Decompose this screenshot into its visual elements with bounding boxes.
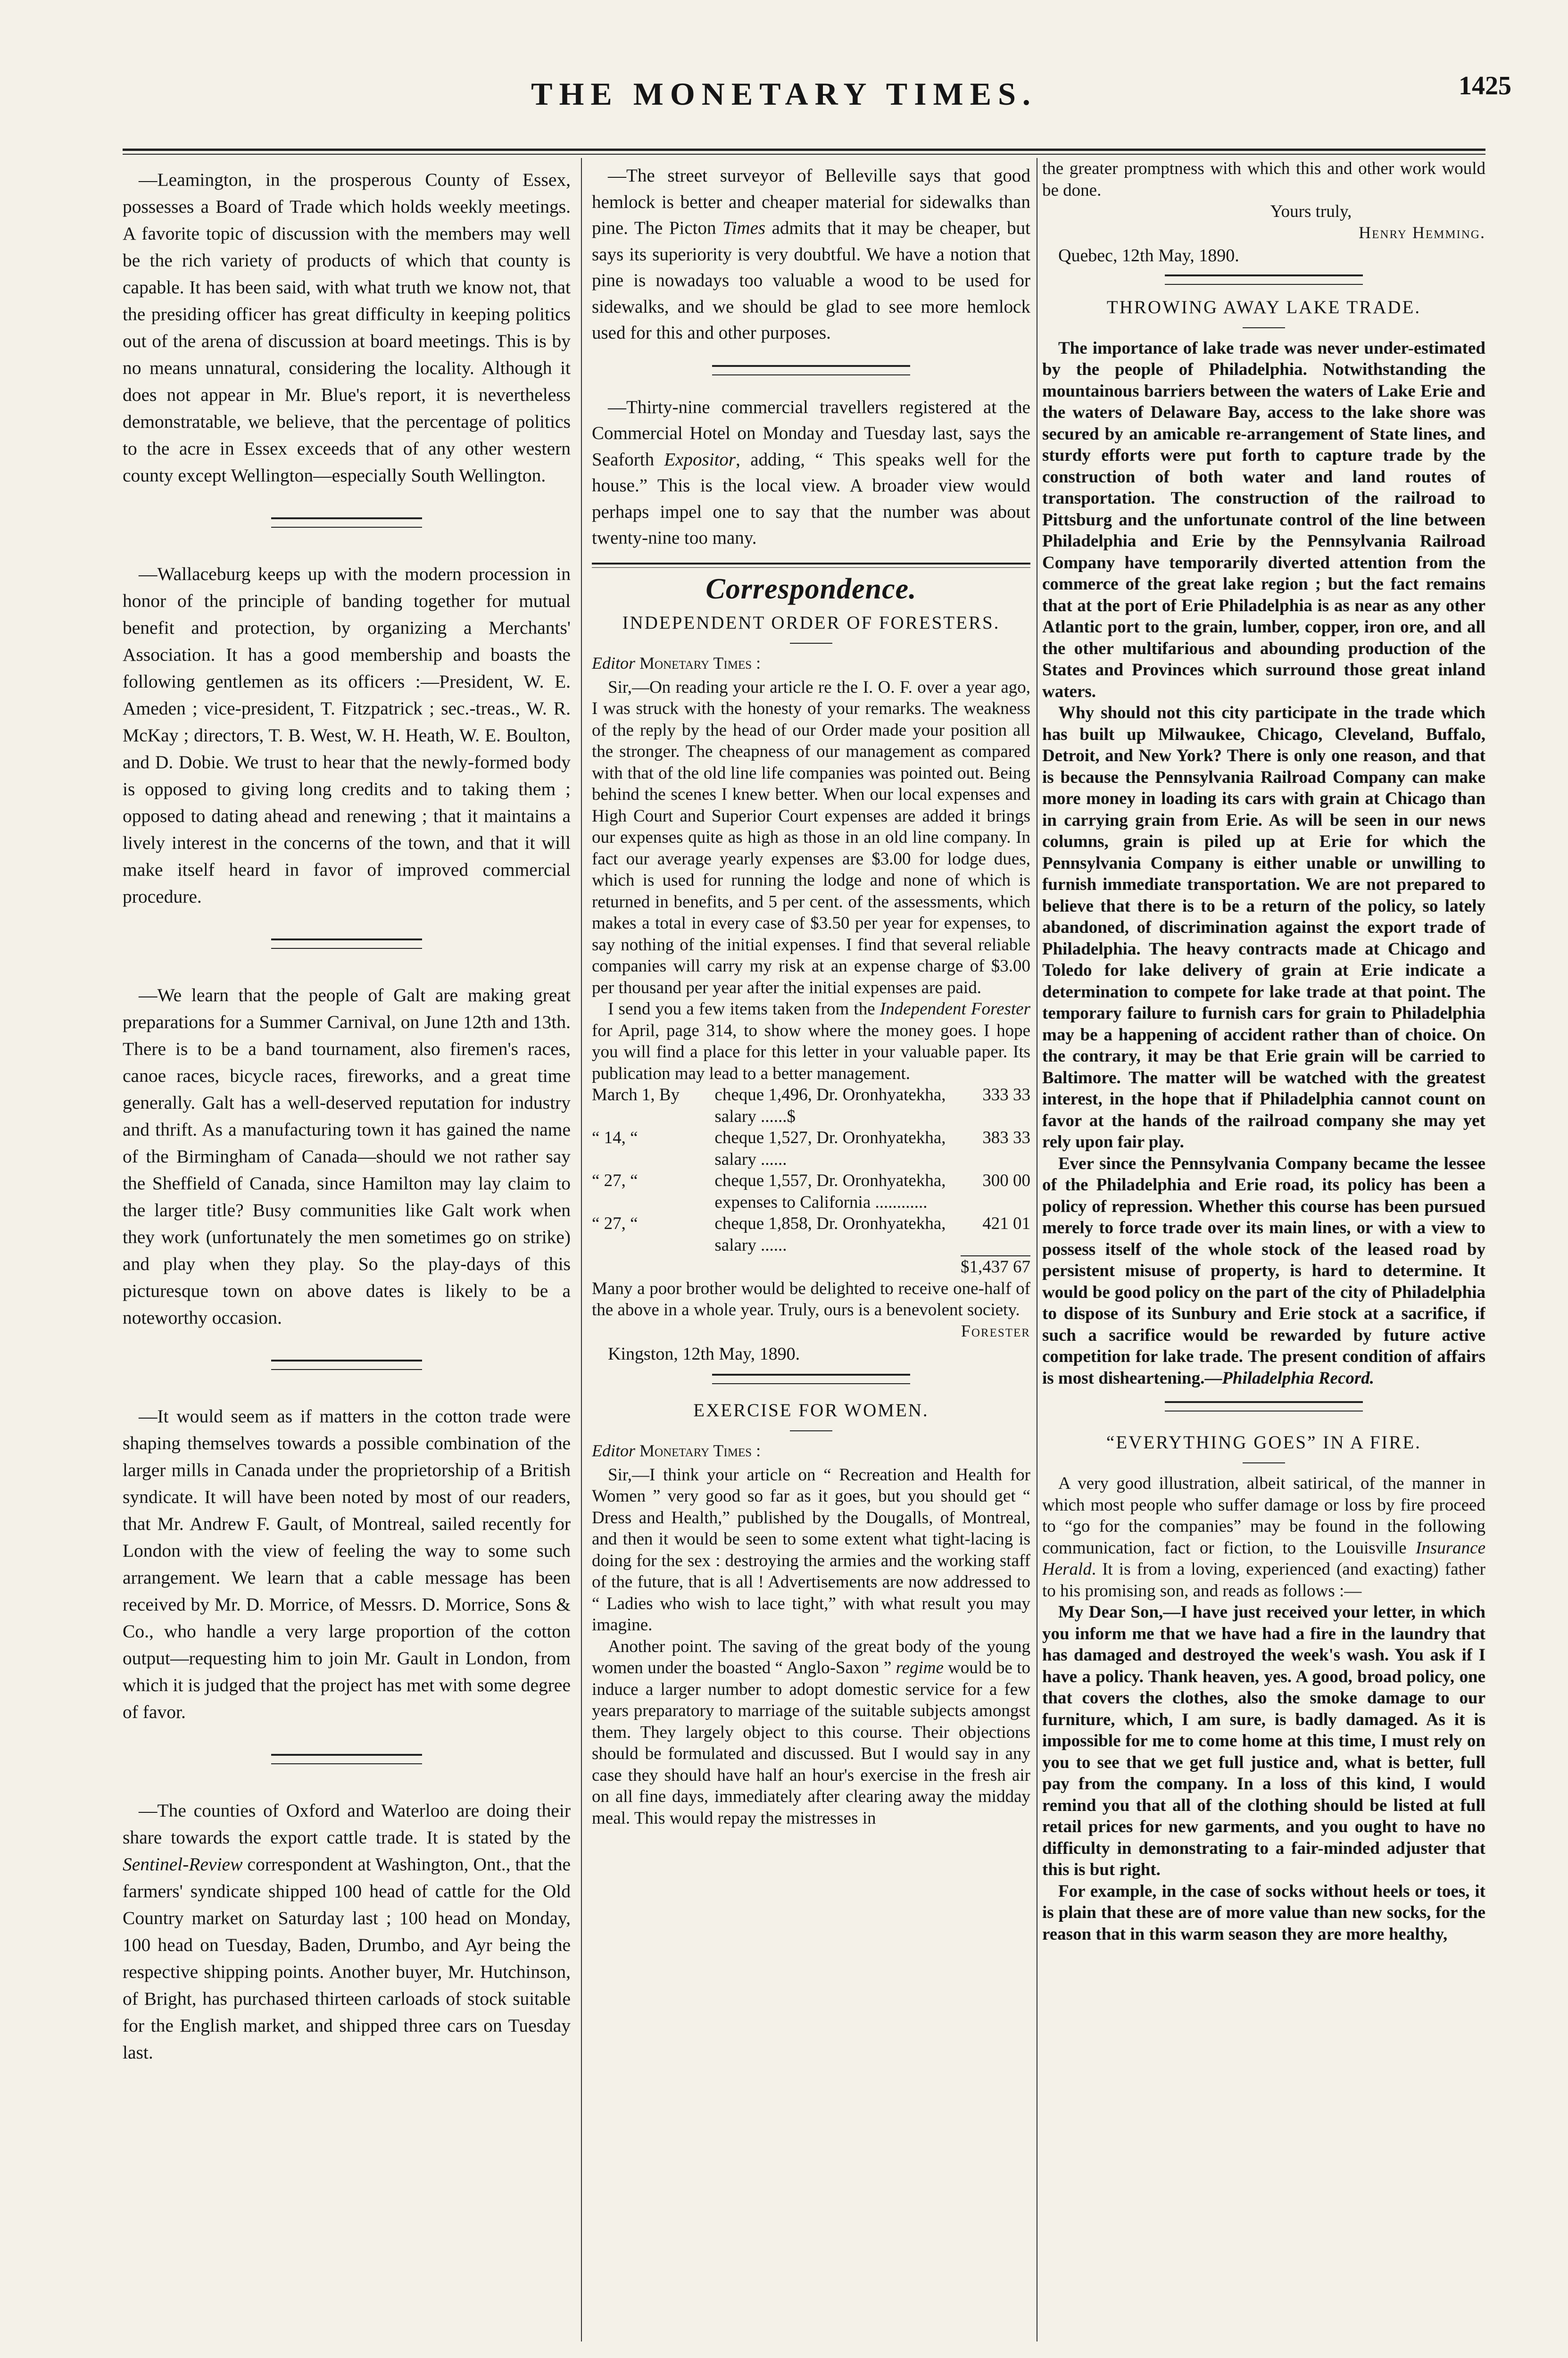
separator — [1165, 274, 1363, 285]
lake-paragraph-3: Ever since the Pennsylvania Company became the lessee of the Philadelphia and Erie road, its policy has been a policy of repression. Whether this course has been pursued merely to force trade over its main lines, or with a view to possess itself of the whole stock of the leased road by persistent misuse of property, is hard to determine. It would be good policy on the part of the city of Philadelphia to dispose of its Sunbury and Erie stock at a sacrifice, if such a sacrifice would be rewarded by future active competition for lake trade. The present condition of affairs is most disheartening.—Philadelphia Record. — [1042, 1154, 1485, 1388]
item-cotton: —It would seem as if matters in the cotton trade were shaping themselves towards a possible combination of the larger mills in Canada under the proprietorship of a British syndicate. It will have been noted by most of our readers, that Mr. Andrew F. Gault, of Montreal, sailed recently for London with the view of feeling the way to some such arrangement. We learn that a cable message has been received by Mr. D. Morrice, of Messrs. D. Morrice, Sons & Co., who handle a very large proportion of the cotton output—requesting him to join Mr. Gault in London, from which it is judged that the project has met with some degree of favor. — [123, 1406, 571, 1722]
editor-salutation: Editor Monetary Times : — [592, 1441, 761, 1460]
heading-foresters: INDEPENDENT ORDER OF FORESTERS. — [622, 612, 1000, 633]
item-travellers-text-a: —Thirty-nine commercial travellers registered at the Commercial Hotel on Monday and Tuesday last, says the Seaforth — [592, 397, 1030, 470]
item-belleville — [592, 163, 1030, 346]
lake-paragraph-1: The importance of lake trade was never under-estimated by the people of Philadelphia. Notwithstanding the mountainous barriers between the waters of Lake Erie and the waters of Delaware Bay, access to the lake shore was secured by an amicable re-arrangement of State lines, and sturdy efforts were put forth to capture trade by the construction of both water and land routes of transportation. The construction of the railroad to Pittsburg and the unfortunate control of the line between Philadelphia and Erie by the Pennsylvania Railroad Company have temporarily diverted attention from the commerce of the great lake region ; but the fact remains that at the port of Erie Philadelphia is as near as any other Atlantic port to the grain, lumber, copper, iron ore, and all the other multifarious and abounding production of the States and Provinces which surround those great inland waters. — [1042, 338, 1485, 701]
separator — [271, 1754, 422, 1764]
editor-salutation: Editor Monetary Times : — [592, 653, 761, 673]
heading-lake-trade: THROWING AWAY LAKE TRADE. — [1106, 297, 1421, 317]
letter-foresters-close: Many a poor brother would be delighted to receive one-half of the above in a whole year. Truly, ours is a benevolent society. — [592, 1279, 1030, 1320]
newspaper-name: Philadelphia Record. — [1222, 1368, 1375, 1388]
newspaper-name: Independent Forester — [879, 999, 1030, 1019]
masthead-rule-thin — [123, 154, 1485, 155]
column-2 — [592, 158, 1030, 2341]
separator — [271, 1360, 422, 1370]
ledger-row: March 1, By cheque 1,496, Dr. Oronhyatekha, salary ......$ 333 33 — [592, 1085, 1030, 1126]
expense-ledger — [592, 1084, 1030, 1278]
ledger-total-row — [592, 1256, 1030, 1278]
masthead — [0, 71, 1568, 141]
section-rule — [592, 563, 1030, 568]
fire-letter: My Dear Son,—I have just received your letter, in which you inform me that we have had a fire in the laundry that has damaged and destroyed the week's wash. You ask if I have a policy. Thank heaven, yes. A good, broad policy, one that covers the clothes, also the smoke damage to our furniture, which, I am sure, is badly damaged. As it is impossible for me to come home at this time, I must rely on you to see that we get full justice and, what is better, full pay from the company. In a loss of this kind, I would remind you that all of the clothing should be listed at full retail prices for new garments, and you ought to have no difficulty in demonstrating to a fair-minded adjuster that this is but right. — [1042, 1602, 1485, 1879]
heading-rule — [790, 1430, 832, 1431]
ledger-row: “ 14, “ cheque 1,527, Dr. Oronhyatekha, salary ...... 383 33 — [592, 1128, 1030, 1169]
masthead-rule — [123, 149, 1485, 151]
ledger-row: “ 27, “ cheque 1,557, Dr. Oronhyatekha, expenses to California ............ 300 00 — [592, 1171, 1030, 1212]
newspaper-name: Times — [722, 218, 766, 238]
heading-fire: “EVERYTHING GOES” IN A FIRE. — [1106, 1432, 1421, 1453]
item-galt: —We learn that the people of Galt are making great preparations for a Summer Carnival, on June 12th and 13th. There is to be a band tournament, also firemen's races, canoe races, bicycle races, fireworks, and a great time generally. Galt has a well-deserved reputation for industry and thrift. As a manufacturing town it has gained the name of the Birmingham of Canada—should we not rather say the Sheffield of Canada, since Hamilton may lay claim to the larger title? Busy communities like Galt work when they work (unfortunately the men sometimes go on strike) and play when they play. So the play-days of this picturesque town on above dates is likely to be a noteworthy occasion. — [123, 985, 571, 1328]
item-cattle-text-b: correspondent at Washington, Ont., that the farmers' syndicate shipped 100 head of cattle for the Old Country market on Saturday last ; 100 head on Monday, 100 head on Tuesday, Baden, Drumbo, and Ayr being the respective shipping points. Another buyer, Mr. Hutchinson, of Bright, has purchased thirteen carloads of stock suitable for the English market, and shipped three cars on Tuesday last. — [123, 1854, 571, 2063]
letter-foresters-items: I send you a few items taken from the Independent Forester for April, page 314, to show where the money goes. I hope you will find a place for this letter in your valuable paper. Its publication may lead to a better management. — [592, 999, 1030, 1083]
letter-continuation: the greater promptness with which this and other work would be done. — [1042, 159, 1485, 200]
valediction: Yours truly, — [1270, 202, 1352, 221]
lake-paragraph-2: Why should not this city participate in the trade which has built up Milwaukee, Chicago, Cleveland, Buffalo, Detroit, and New York? There is only one reason, and that is because the Pennsylvania Railroad Company can make more money in loading its cars with grain at Chicago than in carrying grain from Erie. As will be seen in our news columns, grain is piled up at Erie for which the Pennsylvania Company is either unable or unwilling to furnish immediate transportation. We are not prepared to believe that there is to be a return of the policy, so lately abandoned, of discrimination against the export trade of Philadelphia. The heavy contracts made at Chicago and Toledo for lake delivery of grain at Erie indicate a determination to compete for lake trade at that point. The temporary failure to furnish cars for grain to Philadelphia may be a happening of accident rather than of choice. On the contrary, it may be that Erie grain will be carried to Baltimore. The matter will be watched with the greatest interest, in the hope that if Philadelphia cannot count on favor at the hands of the railroad company she may yet rely upon fair play. — [1042, 703, 1485, 1152]
item-belleville-text-a: —The street surveyor of Belleville says that good hemlock is better and cheaper material for sidewalks than pine. The Picton — [592, 166, 1030, 238]
heading-rule — [790, 643, 832, 644]
letter-foresters: Sir,—On reading your article re the I. O. F. over a year ago, I was struck with the honesty of your remarks. The weakness of the reply by the head of our Order made your position all the stronger. The cheapness of our management as compared with that of the old line life companies was pointed out. Being behind the scenes I knew better. When our local expenses and High Court and Superior Court expenses are added it brings our expenses quite as high as those in an old line company. In fact our average yearly expenses are $3.00 for lodge dues, which is used for running the lodge and none of which is returned in benefits, and 5 per cent. of the assessments, which makes a total in every case of $3.50 per year for expenses, to say nothing of the initial expenses. I find that several reliable companies will carry my risk at an expense charge of $3.00 per thousand per year after the initial expenses are paid. — [592, 677, 1030, 997]
heading-rule — [1243, 327, 1285, 328]
dateline-quebec: Quebec, 12th May, 1890. — [1058, 245, 1239, 266]
item-travellers — [592, 394, 1030, 551]
column-3 — [1042, 158, 1485, 2341]
column-1 — [123, 158, 571, 2341]
item-travellers-text-b: , adding, “ This speaks well for the house.” This is the local view. A broader view would perhaps impel one to say that the number was about twenty-nine too many. — [592, 449, 1030, 548]
separator — [712, 365, 910, 375]
signature-forester: Forester — [961, 1321, 1030, 1340]
separator — [1165, 1401, 1363, 1411]
dateline-kingston: Kingston, 12th May, 1890. — [608, 1344, 800, 1364]
letter-exercise-b: Another point. The saving of the great body of the young women under the boasted “ Anglo-Saxon ” regime would be to induce a larger number to adopt domestic service for a few years preparatory to marriage of the suitable subjects amongst them. They largely object to this course. Their objections should be formulated and discussed. But I would say in any case they should have half an hour's exercise in the fresh air on all fine days, immediately after clearing away the midday meal. This would repay the mistresses in — [592, 1636, 1030, 1828]
page-number: 1425 — [1459, 71, 1511, 100]
fire-example: For example, in the case of socks without heels or toes, it is plain that these are of more value than new socks, for the reason that in this warm season they are more healthy, — [1042, 1881, 1485, 1944]
separator — [271, 938, 422, 949]
separator — [712, 1374, 910, 1384]
separator — [271, 517, 422, 528]
item-cattle-text-a: —The counties of Oxford and Waterloo are doing their share towards the export cattle trade. It is stated by the — [123, 1800, 571, 1848]
item-leamington: —Leamington, in the prosperous County of Essex, possesses a Board of Trade which holds weekly meetings. A favorite topic of discussion with the members may well be the rich variety of products of which that county is capable. It has been said, with what truth we know not, that the presiding officer has great difficulty in keeping politics out of the arena of discussion at board meetings. This is by no means unnatural, considering the locality. Although it does not appear in Mr. Blue's report, it is nevertheless demonstratable, we believe, that the percentage of politics to the acre in Essex exceeds that of any other western county except Wellington—especially South Wellington. — [123, 169, 571, 486]
heading-rule — [1243, 1462, 1285, 1463]
column-divider-1 — [581, 158, 582, 2341]
letter-exercise-a: Sir,—I think your article on “ Recreation and Health for Women ” very good so far as it goes, but you should get “ Dress and Health,” published by the Dougalls, of Montreal, and then it would be seen to some extent what tight-lacing is doing for the sex : destroying the armies and the working staff of the future, that is all ! Advertisements are now addressed to “ Ladies who wish to lace tight,” with what result you may imagine. — [592, 1465, 1030, 1635]
masthead-title: THE MONETARY TIMES. — [531, 76, 1037, 112]
signature-hemming: Henry Hemming. — [1359, 223, 1485, 242]
item-belleville-text-b: admits that it may be cheaper, but says its superiority is very doubtful. We have a notion that pine is nowadays too valuable a wood to be used for sidewalks, and we should be glad to see more hemlock used for this and other purposes. — [592, 218, 1030, 343]
ledger-total: $1,437 67 — [961, 1256, 1030, 1278]
newspaper-name: Sentinel-Review — [123, 1854, 243, 1875]
item-cattle — [123, 1797, 571, 2066]
heading-exercise: EXERCISE FOR WOMEN. — [693, 1400, 929, 1420]
newspaper-name: Insurance Herald — [1042, 1538, 1485, 1579]
item-wallaceburg: —Wallaceburg keeps up with the modern procession in honor of the principle of banding together for mutual benefit and protection, by organizing a Merchants' Association. It has a good membership and boasts the following gentlemen as its officers :—President, W. E. Ameden ; vice-president, T. Fitzpatrick ; sec.-treas., W. R. McKay ; directors, T. B. West, W. H. Heath, W. E. Boulton, and D. Dobie. We trust to hear that the newly-formed body is opposed to giving long credits and to taking them ; opposed to dating ahead and renewing ; that it maintains a lively interest in the concerns of the town, and that it will make itself heard in favor of improved commercial procedure. — [123, 564, 571, 907]
newspaper-name: Expositor — [664, 449, 736, 470]
fire-intro: A very good illustration, albeit satirical, of the manner in which most people who suffer damage or loss by fire proceed to “go for the companies” may be found in the following communication, fact or fiction, to the Louisville Insurance Herald. It is from a loving, experienced (and exacting) father to his promising son, and reads as follows :— — [1042, 1474, 1485, 1601]
ledger-row: “ 27, “ cheque 1,858, Dr. Oronhyatekha, salary ...... 421 01 — [592, 1214, 1030, 1255]
section-title: Correspondence. — [705, 573, 917, 605]
